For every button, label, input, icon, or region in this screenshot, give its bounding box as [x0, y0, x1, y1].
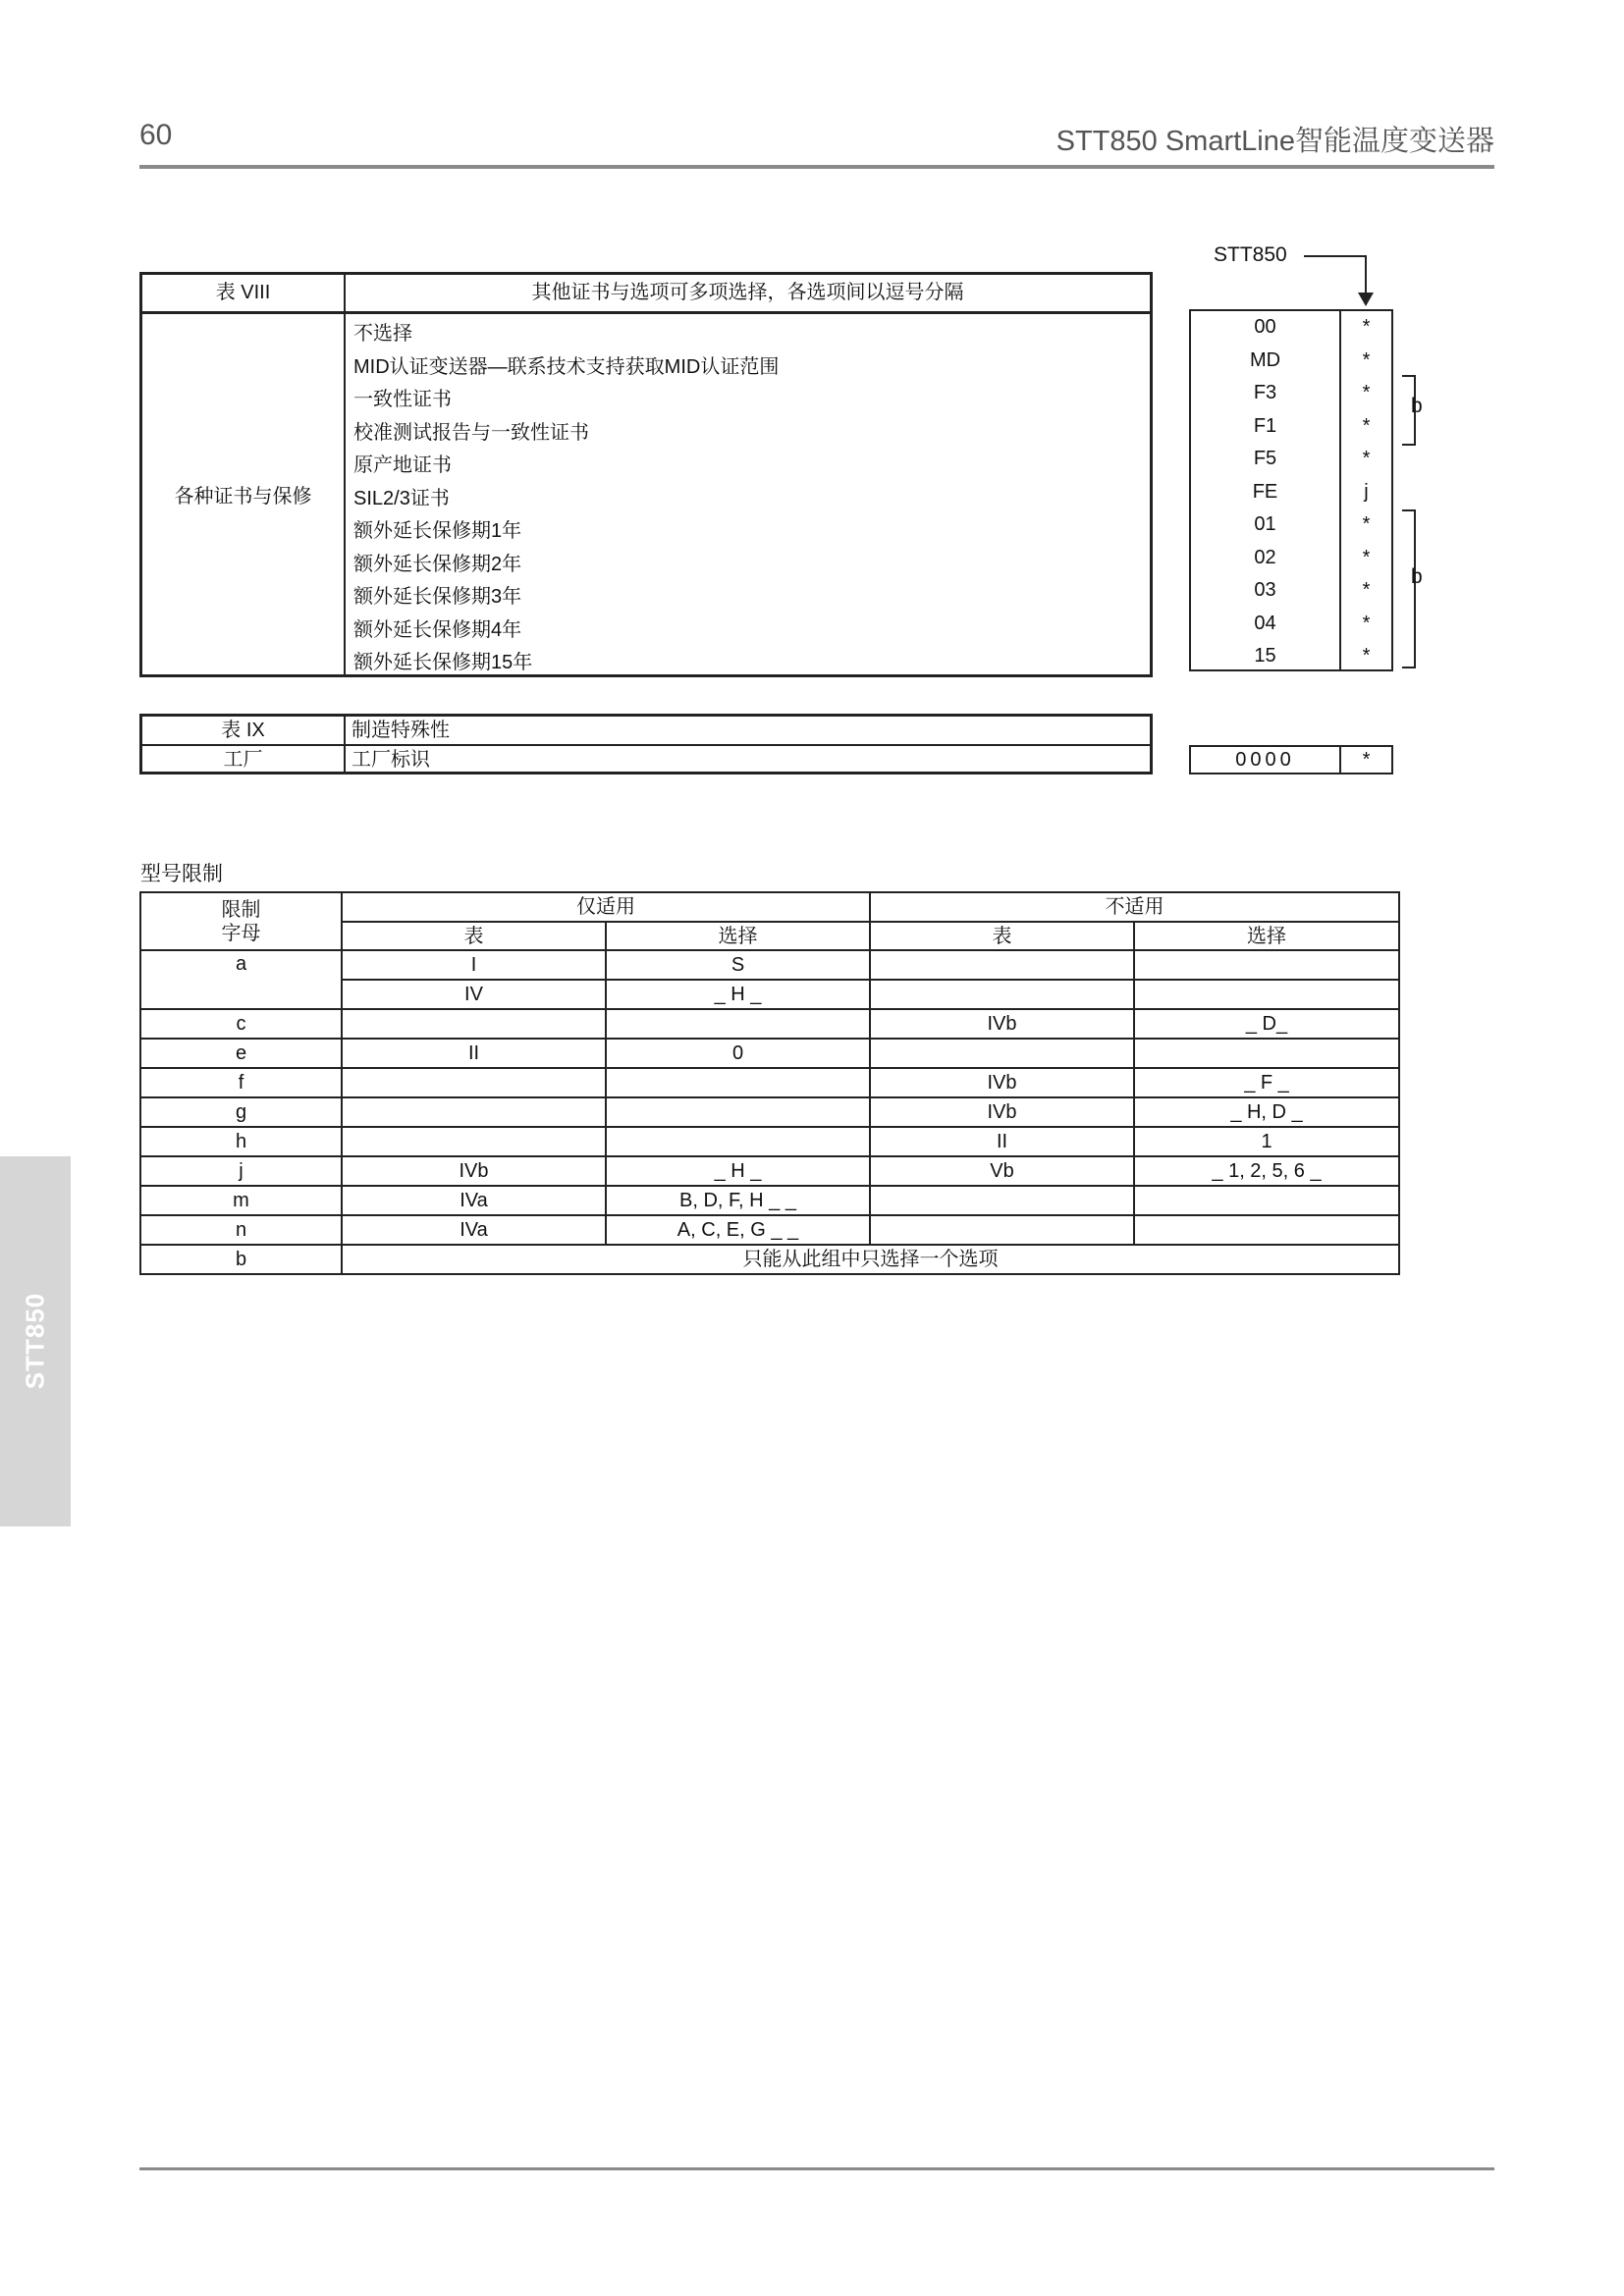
header-rule [139, 165, 1494, 169]
restrictions-table [139, 891, 1400, 1275]
table-row [140, 950, 1399, 980]
not-table [870, 950, 1134, 980]
table-row [140, 1127, 1399, 1156]
code-value: 0000 [1235, 749, 1295, 771]
table-row [140, 1009, 1399, 1039]
restriction-letter: m [140, 1186, 342, 1215]
only-selection [606, 1068, 870, 1097]
applicable-header: 仅适用 [342, 892, 870, 922]
option-item: 额外延长保修期1年 [353, 520, 522, 542]
option-item: 原产地证书 [353, 454, 452, 476]
code-value: F1 [1253, 414, 1277, 437]
code-value: FE [1252, 480, 1278, 503]
not-selection [1134, 1186, 1399, 1215]
table-row [140, 1156, 1399, 1186]
option-item: 不选择 [353, 323, 412, 345]
model-label: STT850 [1214, 243, 1287, 266]
code-mark: * [1362, 579, 1371, 601]
only-table [342, 1009, 606, 1039]
code-value: 04 [1254, 612, 1276, 634]
not-selection: _ F _ [1134, 1068, 1399, 1097]
code-row [1191, 574, 1391, 608]
restriction-letter: j [140, 1156, 342, 1186]
code-mark: * [1362, 316, 1371, 338]
group-bracket-label: b [1411, 565, 1423, 588]
group-bracket [1402, 509, 1416, 668]
only-table [342, 1097, 606, 1127]
table-row [140, 1215, 1399, 1245]
code-value: MD [1249, 348, 1281, 371]
code-value: 00 [1254, 316, 1276, 338]
code-value: 15 [1254, 645, 1276, 667]
table-viii-label: 表 VIII [215, 282, 271, 303]
code-row [1191, 311, 1391, 345]
sub-header-selection: 选择 [1134, 922, 1399, 950]
table-viii-codes [1189, 309, 1393, 671]
not-table [870, 1186, 1134, 1215]
model-arrow-stem [1365, 255, 1367, 294]
only-table: IVa [342, 1186, 606, 1215]
only-selection: _ H _ [606, 980, 870, 1009]
code-value: 01 [1254, 513, 1276, 535]
group-bracket-label: b [1411, 395, 1423, 417]
table-viii [139, 272, 1153, 677]
not-selection [1134, 980, 1399, 1009]
code-row [1191, 345, 1391, 378]
code-row [1191, 608, 1391, 641]
code-mark: * [1362, 645, 1371, 667]
restriction-letter: c [140, 1009, 342, 1039]
table-ix-row-label: 工厂 [223, 749, 263, 771]
not-selection: 1 [1134, 1127, 1399, 1156]
restriction-letter: a [140, 950, 342, 1009]
not-table [870, 1215, 1134, 1245]
not-selection [1134, 1215, 1399, 1245]
code-row [1191, 542, 1391, 575]
table-row [140, 1039, 1399, 1068]
code-mark: * [1362, 348, 1371, 371]
table-viii-options [353, 318, 779, 680]
only-table [342, 1068, 606, 1097]
code-row [1191, 508, 1391, 542]
only-table: I [342, 950, 606, 980]
model-arrow-line [1304, 255, 1367, 257]
table-row [140, 1245, 1399, 1274]
code-value: 02 [1254, 546, 1276, 568]
code-mark: j [1364, 480, 1369, 503]
code-row [1191, 443, 1391, 476]
not-table [870, 1039, 1134, 1068]
only-selection: B, D, F, H _ _ [606, 1186, 870, 1215]
table-row [140, 1186, 1399, 1215]
code-row [1191, 410, 1391, 444]
code-mark: * [1362, 546, 1371, 568]
only-selection [606, 1097, 870, 1127]
code-row [1191, 377, 1391, 410]
table-viii-divider [344, 275, 346, 674]
table-viii-row-label: 各种证书与保修 [174, 486, 312, 507]
only-table: IVa [342, 1215, 606, 1245]
code-mark: * [1362, 382, 1371, 403]
side-tab [0, 1156, 71, 1526]
restriction-letter: f [140, 1068, 342, 1097]
down-arrow-icon [1358, 293, 1374, 306]
only-table: IV [342, 980, 606, 1009]
code-mark: * [1362, 612, 1371, 634]
only-table: IVb [342, 1156, 606, 1186]
code-mark: * [1362, 513, 1371, 535]
option-item: SIL2/3证书 [353, 487, 450, 509]
code-mark: * [1362, 414, 1371, 437]
code-value: F3 [1253, 382, 1277, 403]
option-item: 额外延长保修期15年 [353, 652, 533, 673]
code-row [1191, 640, 1391, 673]
not-table: Vb [870, 1156, 1134, 1186]
not-table: IVb [870, 1097, 1134, 1127]
only-selection: _ H _ [606, 1156, 870, 1186]
not-selection: _ H, D _ [1134, 1097, 1399, 1127]
restriction-letter: e [140, 1039, 342, 1068]
option-item: 额外延长保修期2年 [353, 553, 522, 575]
only-selection [606, 1127, 870, 1156]
table-ix-codes [1189, 745, 1393, 774]
table-ix [139, 714, 1153, 774]
code-row [1191, 476, 1391, 509]
code-value: 03 [1254, 579, 1276, 601]
not-table: IVb [870, 1068, 1134, 1097]
table-row [140, 1097, 1399, 1127]
only-selection: S [606, 950, 870, 980]
table-ix-label: 表 IX [221, 720, 265, 741]
only-selection: 0 [606, 1039, 870, 1068]
option-item: 额外延长保修期4年 [353, 618, 522, 641]
side-tab-label: STT850 [20, 1292, 50, 1390]
sub-header-table: 表 [342, 922, 606, 950]
option-item: 校准测试报告与一致性证书 [353, 421, 589, 444]
not-table: II [870, 1127, 1134, 1156]
only-selection: A, C, E, G _ _ [606, 1215, 870, 1245]
only-table: II [342, 1039, 606, 1068]
table-ix-row-value: 工厂标识 [352, 749, 430, 771]
only-table [342, 1127, 606, 1156]
restriction-letter: n [140, 1215, 342, 1245]
option-item: 一致性证书 [353, 389, 452, 410]
footer-rule [139, 2167, 1494, 2170]
code-mark: * [1362, 448, 1371, 469]
not-selection: _ D_ [1134, 1009, 1399, 1039]
restrictions-title: 型号限制 [140, 863, 223, 885]
restriction-letter: h [140, 1127, 342, 1156]
not-applicable-header: 不适用 [870, 892, 1399, 922]
document-title: STT850 SmartLine智能温度变送器 [1056, 126, 1494, 157]
code-mark: * [1362, 749, 1371, 771]
only-selection [606, 1009, 870, 1039]
restriction-letter: g [140, 1097, 342, 1127]
code-value: F5 [1253, 448, 1277, 469]
option-item: MID认证变送器—联系技术支持获取MID认证范围 [353, 355, 780, 378]
not-selection: _ 1, 2, 5, 6 _ [1134, 1156, 1399, 1186]
restriction-letter: b [140, 1245, 342, 1274]
not-selection [1134, 950, 1399, 980]
table-ix-heading: 制造特殊性 [352, 720, 450, 741]
table-row [140, 1068, 1399, 1097]
sub-header-table: 表 [870, 922, 1134, 950]
not-table [870, 980, 1134, 1009]
not-selection [1134, 1039, 1399, 1068]
page-number: 60 [139, 119, 173, 151]
option-item: 额外延长保修期3年 [353, 586, 522, 608]
not-table: IVb [870, 1009, 1134, 1039]
restriction-letter-header: 限制 字母 [140, 892, 342, 950]
sub-header-selection: 选择 [606, 922, 870, 950]
restriction-note: 只能从此组中只选择一个选项 [342, 1245, 1399, 1274]
table-viii-heading: 其他证书与选项可多项选择，各选项间以逗号分隔 [531, 282, 964, 303]
